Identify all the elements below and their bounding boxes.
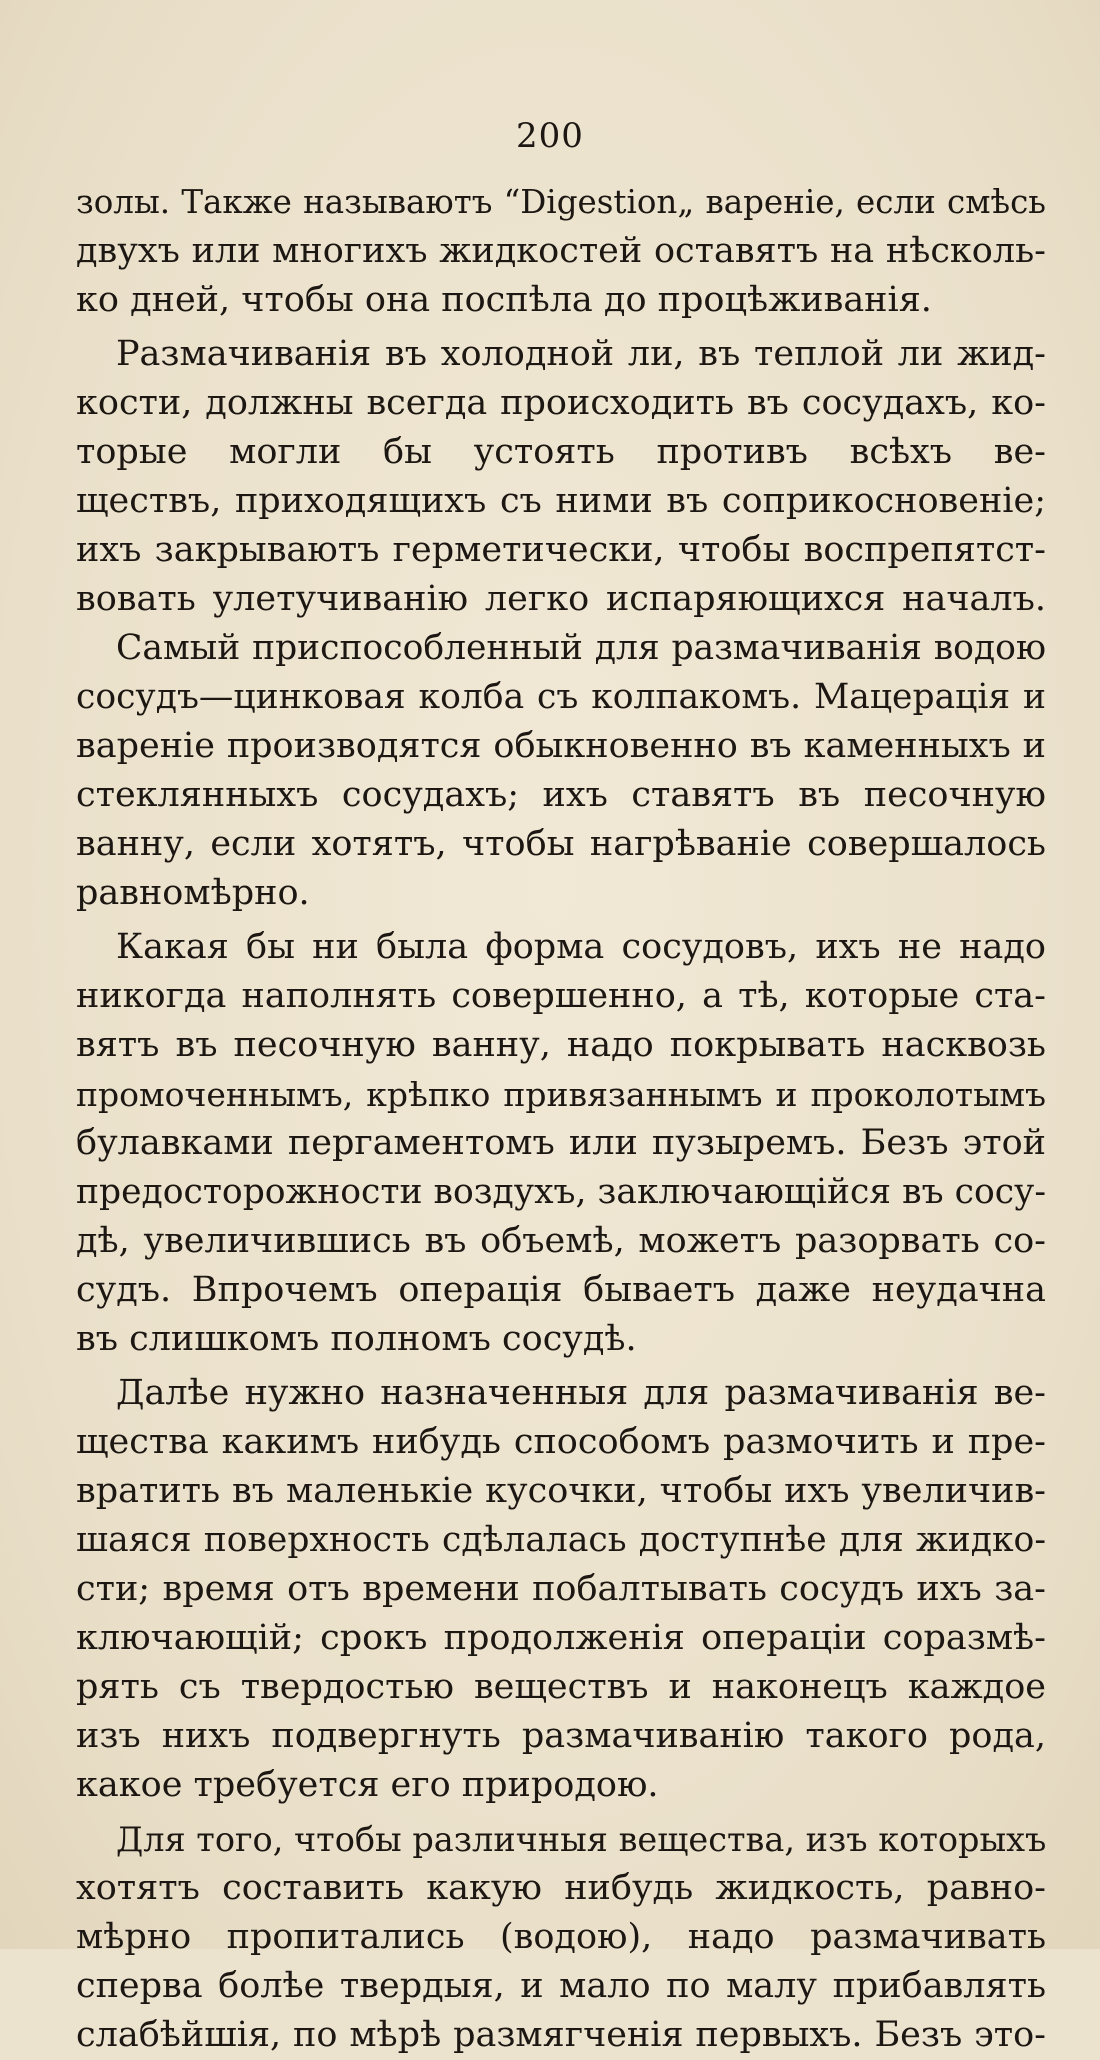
text-line: Далѣе нужно назначенныя для размачиванія ве- [116, 1373, 1046, 1413]
text-line: двухъ или многихъ жидкостей оставятъ на нѣсколь- [76, 231, 1046, 271]
text-line: равномѣрно. [76, 873, 310, 913]
text-line: какое требуется его природою. [76, 1765, 659, 1805]
text-line: Для того, чтобы различныя вещества, изъ которыхъ [116, 1820, 1047, 1859]
text-line: Какая бы ни была форма сосудовъ, ихъ не надо [116, 927, 1046, 967]
text-line: вареніе производятся обыкновенно въ каменныхъ и [76, 726, 1046, 766]
text-line: сосудъ—цинковая колба съ колпакомъ. Мацерація и [76, 677, 1046, 717]
text-line: вятъ въ песочную ванну, надо покрывать насквозь [76, 1025, 1046, 1065]
text-line: кости, должны всегда происходить въ сосудахъ, ко- [76, 383, 1046, 423]
text-line: изъ нихъ подвергнуть размачиванію такого рода, [76, 1716, 1046, 1756]
text-line: хотятъ составить какую нибудь жидкость, равно- [76, 1868, 1046, 1908]
body-text [76, 178, 1046, 2060]
text-line: сти; время отъ времени побалтывать сосудъ ихъ за- [76, 1569, 1046, 1609]
text-line: дѣ, увеличившись въ объемѣ, можетъ разорвать со- [76, 1221, 1046, 1261]
page-number: 200 [516, 116, 584, 156]
text-line: промоченнымъ, крѣпко привязаннымъ и проколотымъ [76, 1075, 1046, 1114]
text-line: вратить въ маленькіе кусочки, чтобы ихъ увеличив- [76, 1471, 1046, 1511]
text-line: предосторожности воздухъ, заключающійся въ сосу- [76, 1172, 1046, 1212]
text-line: щества какимъ нибудь способомъ размочить и пре- [76, 1422, 1046, 1462]
text-line: мѣрно пропитались (водою), надо размачивать [76, 1917, 1046, 1957]
text-line: слабѣйшія, по мѣрѣ размягченія первыхъ. Безъ это- [76, 2015, 1046, 2055]
text-line: ихъ закрываютъ герметически, чтобы воспрепятст- [76, 530, 1046, 570]
text-line: вовать улетучиванію легко испаряющихся началъ. [76, 579, 1046, 619]
text-line: ванну, если хотятъ, чтобы нагрѣваніе совершалось [76, 824, 1046, 864]
text-line: булавками пергаментомъ или пузыремъ. Безъ этой [76, 1123, 1046, 1163]
text-line: въ слишкомъ полномъ сосудѣ. [76, 1319, 637, 1359]
text-line: рять съ твердостью веществъ и наконецъ каждое [76, 1667, 1046, 1707]
text-line: сперва болѣе твердыя, и мало по малу прибавлять [76, 1966, 1046, 2006]
text-line: Размачиванія въ холодной ли, въ теплой ли жид- [116, 334, 1046, 374]
text-line: ществъ, приходящихъ съ ними въ соприкосновеніе; [76, 481, 1046, 521]
text-line: золы. Также называютъ “Digestion„ вареніе, если смѣсь [76, 183, 1046, 221]
text-line: Самый приспособленный для размачиванія водою [116, 628, 1046, 668]
text-line: торые могли бы устоять противъ всѣхъ ве- [76, 432, 1046, 472]
text-line: шаяся поверхность сдѣлалась доступнѣе для жидко- [76, 1520, 1046, 1560]
text-line: судъ. Впрочемъ операція бываетъ даже неудачна [76, 1270, 1046, 1310]
text-line: никогда наполнять совершенно, а тѣ, которые ста- [76, 976, 1046, 1016]
text-line: ко дней, чтобы она поспѣла до процѣживанія. [76, 280, 932, 320]
text-line: ключающій; срокъ продолженія операціи соразмѣ- [76, 1618, 1046, 1658]
text-line: стеклянныхъ сосудахъ; ихъ ставятъ въ песочную [76, 775, 1046, 815]
